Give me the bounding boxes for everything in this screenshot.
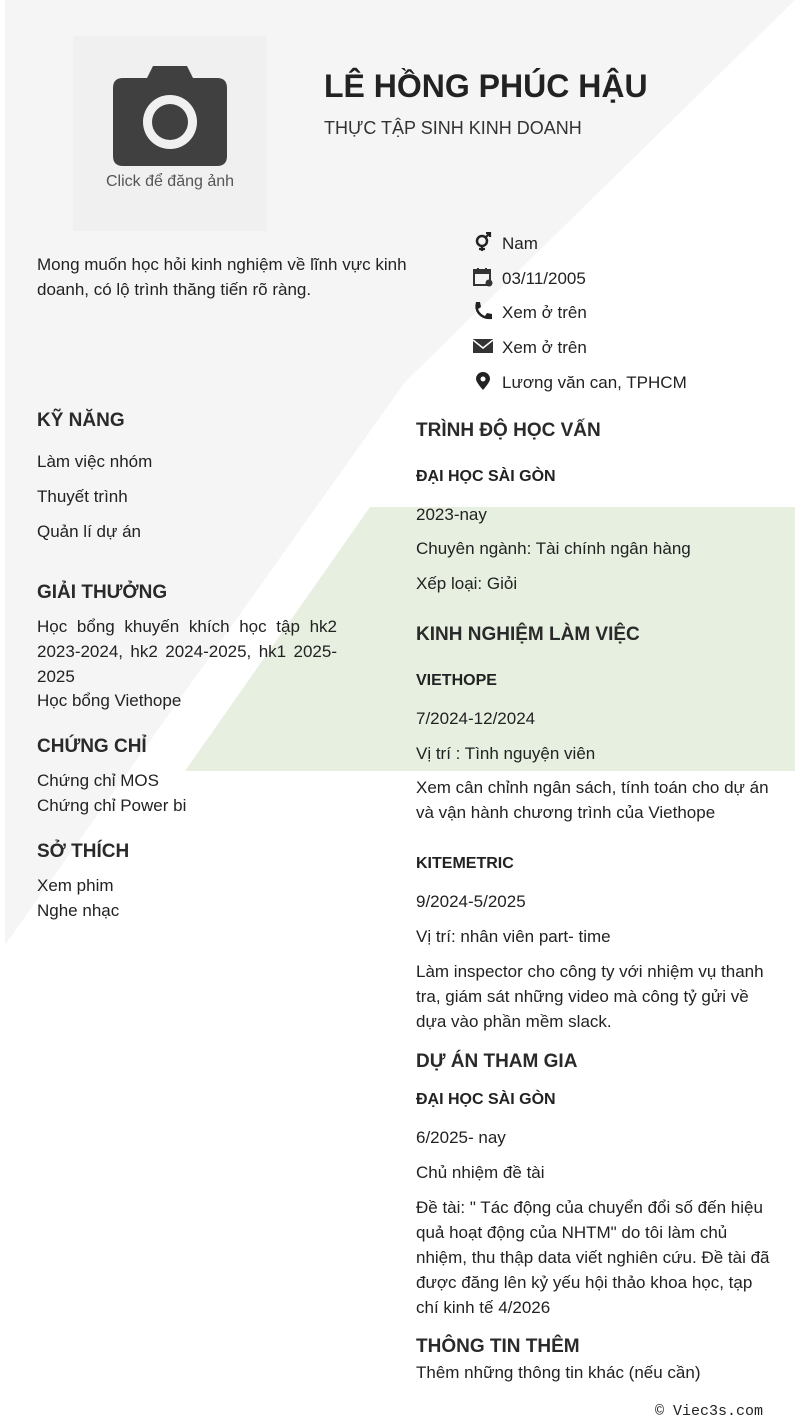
- contact-gender: Nam: [502, 234, 538, 253]
- gender-icon: [473, 232, 493, 252]
- certificate-item: Chứng chỉ MOS: [37, 771, 159, 790]
- education-major: Chuyên ngành: Tài chính ngân hàng: [416, 539, 691, 558]
- candidate-name: LÊ HỒNG PHÚC HẬU: [324, 68, 648, 104]
- hobbies-title: SỞ THÍCH: [37, 841, 130, 862]
- extra-text: Thêm những thông tin khác (nếu cần): [416, 1363, 701, 1382]
- project-description: Đề tài: " Tác động của chuyển đổi số đến hiệu quả hoạt động của NHTM" do tôi làm chủ nhiệm, thu thập data viết nghiên cứu. Đề tài đã được đăng lên kỷ yếu hội thảo khoa học, tạp chí kinh tế 4/2026: [416, 1198, 770, 1317]
- job-company: KITEMETRIC: [416, 855, 514, 872]
- job-description: Xem cân chỉnh ngân sách, tính toán cho dự án và vận hành chương trình của Viethope: [416, 778, 769, 822]
- skills-title: KỸ NĂNG: [37, 410, 125, 431]
- project-period: 6/2025- nay: [416, 1128, 506, 1147]
- camera-icon: [111, 64, 229, 168]
- contact-phone: Xem ở trên: [502, 303, 587, 322]
- skill-item: Thuyết trình: [37, 487, 128, 506]
- footer-watermark: © Viec3s.com: [655, 1403, 764, 1420]
- photo-upload[interactable]: [73, 36, 267, 231]
- job-role: Vị trí : Tình nguyện viên: [416, 744, 596, 763]
- experience-title: KINH NGHIỆM LÀM VIỆC: [416, 624, 640, 645]
- certificates-title: CHỨNG CHỈ: [37, 736, 147, 757]
- contact-birthday: 03/11/2005: [502, 269, 586, 288]
- calendar-icon: [473, 267, 493, 287]
- project-org: ĐẠI HỌC SÀI GÒN: [416, 1091, 556, 1108]
- education-title: TRÌNH ĐỘ HỌC VẤN: [416, 420, 601, 441]
- job-description: Làm inspector cho công ty với nhiệm vụ thanh tra, giám sát những video mà công tỷ gửi về dựa vào phần mềm slack.: [416, 962, 764, 1031]
- skill-item: Quản lí dự án: [37, 522, 142, 541]
- contact-address: Lương văn can, TPHCM: [502, 373, 687, 392]
- photo-upload-label: Click để đăng ảnh: [105, 173, 235, 190]
- education-period: 2023-nay: [416, 505, 487, 524]
- hobby-item: Xem phim: [37, 876, 114, 895]
- email-icon: [473, 337, 493, 357]
- contact-email: Xem ở trên: [502, 338, 587, 357]
- projects-title: DỰ ÁN THAM GIA: [416, 1051, 578, 1072]
- skill-item: Làm việc nhóm: [37, 452, 153, 471]
- award-item: Học bổng Viethope: [37, 691, 182, 710]
- career-objective: Mong muốn học hỏi kinh nghiệm về lĩnh vực kinh doanh, có lộ trình thăng tiến rõ ràng.: [37, 255, 407, 299]
- education-school: ĐẠI HỌC SÀI GÒN: [416, 468, 556, 485]
- candidate-position: THỰC TẬP SINH KINH DOANH: [324, 118, 582, 138]
- location-icon: [474, 371, 494, 391]
- hobby-item: Nghe nhạc: [37, 901, 120, 920]
- job-company: VIETHOPE: [416, 672, 497, 689]
- extra-title: THÔNG TIN THÊM: [416, 1336, 580, 1357]
- certificate-item: Chứng chỉ Power bi: [37, 796, 187, 815]
- job-role: Vị trí: nhân viên part- time: [416, 927, 611, 946]
- job-period: 7/2024-12/2024: [416, 709, 536, 728]
- education-rank: Xếp loại: Giỏi: [416, 574, 518, 593]
- phone-icon: [473, 301, 493, 321]
- award-item: Học bổng khuyến khích học tập hk2 2023-2024, hk2 2024-2025, hk1 2025-2025: [37, 617, 337, 686]
- project-role: Chủ nhiệm đề tài: [416, 1163, 545, 1182]
- awards-title: GIẢI THƯỞNG: [37, 582, 168, 603]
- job-period: 9/2024-5/2025: [416, 892, 526, 911]
